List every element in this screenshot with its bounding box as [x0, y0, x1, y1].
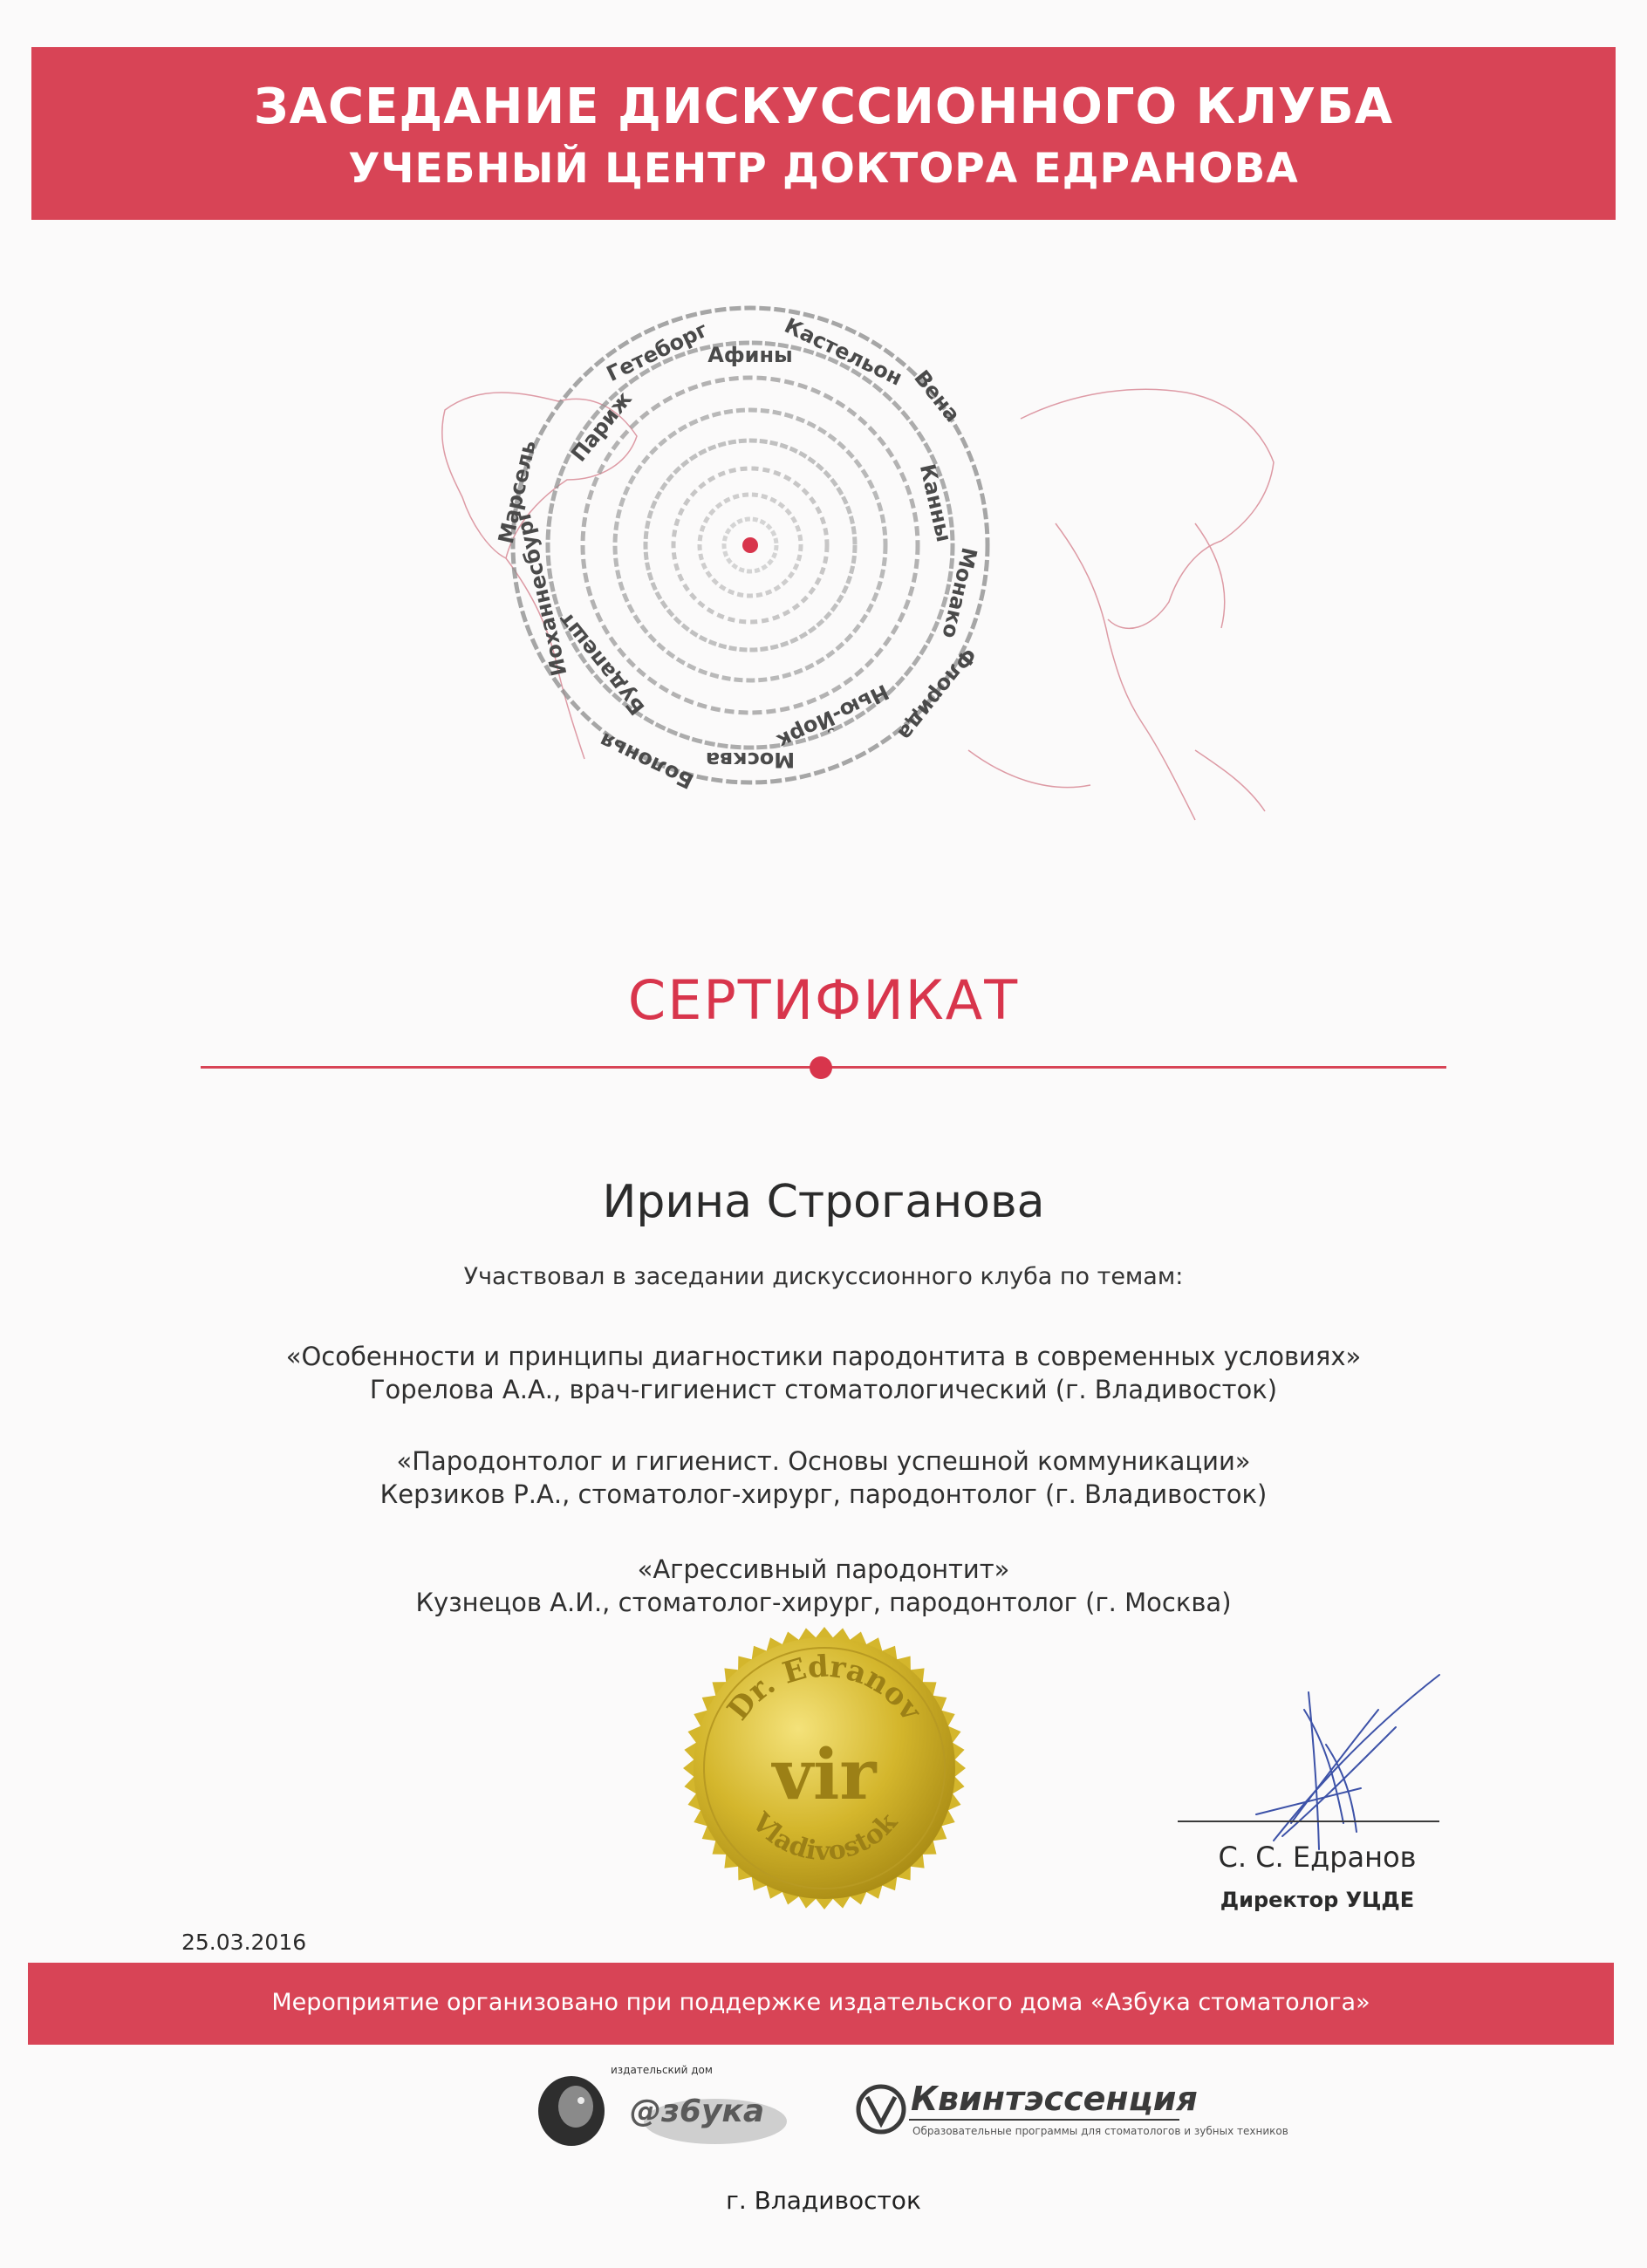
support-text: Мероприятие организовано при поддержке издательского дома «Азбука стоматолога» — [271, 1989, 1370, 2016]
topic-title: «Пародонтолог и гигиенист. Основы успешной коммуникации» — [396, 1446, 1251, 1476]
participation-text: Участвовал в заседании дискуссионного клуба по темам: — [463, 1263, 1184, 1290]
azbuka-logo-text: @з6ука — [630, 2094, 765, 2129]
topic-title: «Особенности и принципы диагностики пародонтита в современных условиях» — [285, 1342, 1362, 1371]
seal-top-text: Dr. Edranov — [721, 1649, 929, 1727]
topic-speaker: Горелова А.А., врач-гигиенист стоматологический (г. Владивосток) — [369, 1375, 1278, 1404]
spiral-city-word: Монако — [937, 545, 982, 641]
seal-bottom-text: Vladivostok — [745, 1807, 904, 1868]
spiral-map-illustration — [410, 262, 1282, 925]
spiral-city-word: Гетеборг — [602, 317, 712, 387]
signatory-name: С. С. Едранов — [1218, 1841, 1417, 1874]
topic-item — [0, 1445, 1647, 1511]
topic-speaker: Кузнецов А.И., стоматолог-хирург, пародонтолог (г. Москва) — [415, 1588, 1232, 1617]
topic-speaker: Керзиков Р.А., стоматолог-хирург, пародонтолог (г. Владивосток) — [379, 1479, 1268, 1509]
signature-line — [1178, 1821, 1439, 1822]
seal-center-text: vir — [772, 1733, 877, 1815]
gold-seal — [680, 1624, 968, 1912]
signatory-position: Директор УЦДЕ — [1220, 1888, 1415, 1912]
topic-title: «Агрессивный пародонтит» — [637, 1554, 1010, 1584]
spiral-city-word: Марсель — [493, 438, 542, 546]
spiral-city-word: Иоханнесбург — [509, 508, 572, 679]
spiral-city-word: Москва — [705, 748, 796, 772]
spiral-center-dot — [742, 537, 758, 553]
topic-item — [0, 1340, 1647, 1406]
spiral-city-word: Будапешт — [553, 607, 650, 721]
spiral-city-word: Париж — [566, 386, 637, 467]
recipient-name: Ирина Строганова — [602, 1176, 1045, 1228]
spiral-city-word: Болонья — [595, 728, 698, 794]
city-label: г. Владивосток — [726, 2186, 921, 2215]
divider-dot — [810, 1056, 832, 1079]
spiral-city-word: Нью-Йорк — [773, 679, 893, 755]
spiral-city-word: Канны — [914, 461, 957, 544]
topic-item — [0, 1553, 1647, 1619]
spiral-words — [494, 313, 981, 794]
issue-date: 25.03.2016 — [181, 1930, 307, 1955]
quintessence-tagline: Образовательные программы для стоматологов и зубных техников — [912, 2125, 1288, 2137]
quintessence-logo-text: Квинтэссенция — [911, 2080, 1198, 2118]
header-title: ЗАСЕДАНИЕ ДИСКУССИОННОГО КЛУБА — [253, 79, 1394, 135]
spiral-city-word: Флорида — [892, 643, 981, 746]
footer-banner — [28, 1963, 1614, 2045]
certificate-title: СЕРТИФИКАТ — [627, 968, 1020, 1032]
header-banner — [31, 47, 1616, 220]
spiral-city-word: Кастельон — [780, 313, 906, 391]
azbuka-publisher-label: издательский дом — [611, 2064, 713, 2076]
spiral-city-word: Афины — [707, 343, 793, 367]
spiral-city-word: Вена — [909, 365, 966, 427]
header-subtitle: УЧЕБНЫЙ ЦЕНТР ДОКТОРА ЕДРАНОВА — [348, 145, 1299, 193]
